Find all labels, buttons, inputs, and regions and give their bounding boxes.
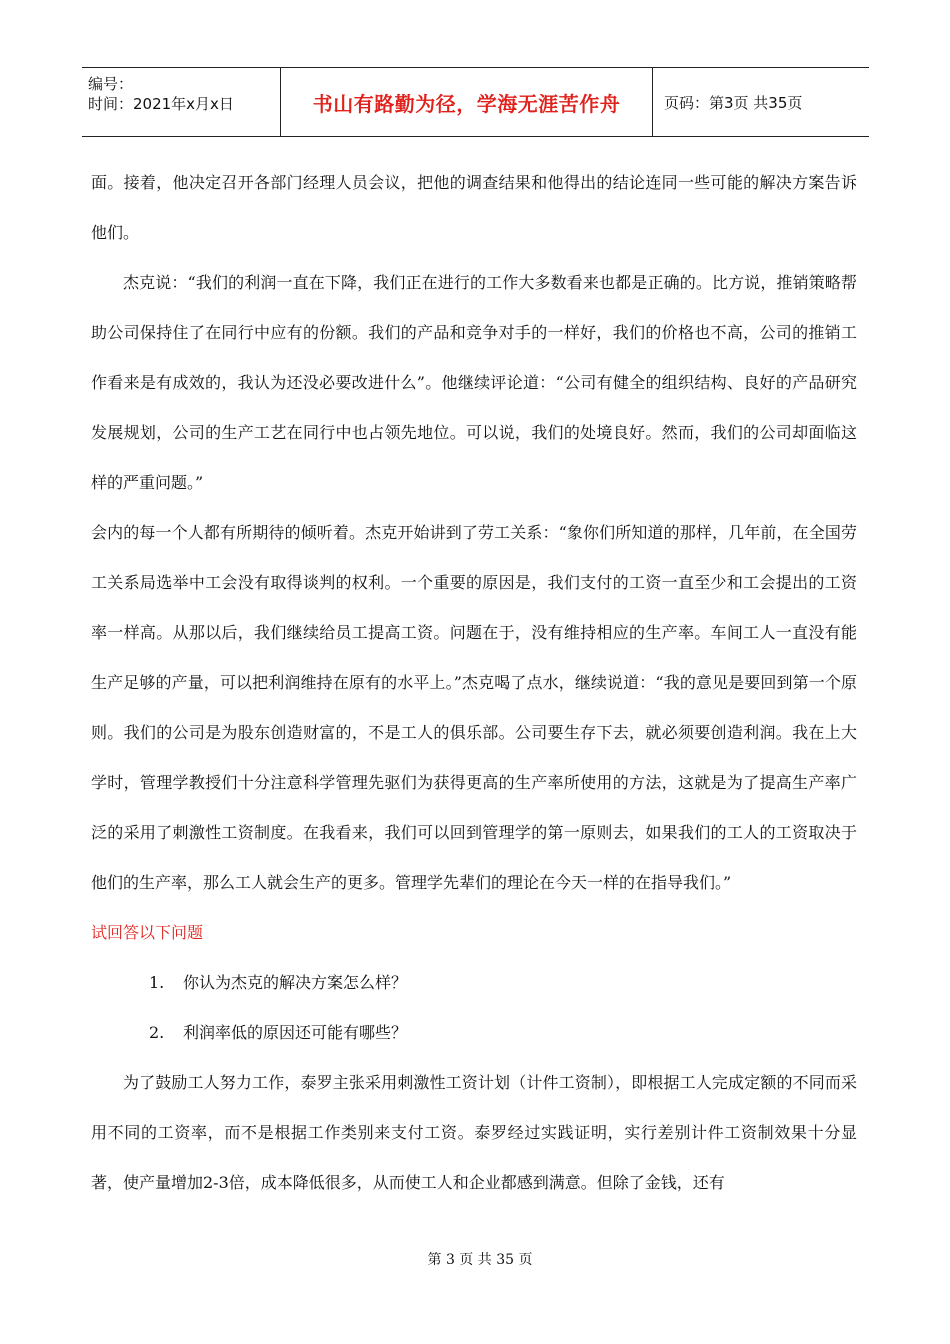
header-meta-cell	[82, 68, 281, 136]
document-header	[82, 67, 869, 137]
time-label: 时间：2021年x月x日	[88, 95, 234, 113]
header-page-info: 页码：第3页 共35页	[664, 93, 803, 112]
question-text: 你认为杰克的解决方案怎么样？	[183, 973, 408, 992]
question-number: 2.	[149, 1023, 165, 1042]
paragraph-3: 会内的每一个人都有所期待的倾听着。杰克开始讲到了劳工关系：“象你们所知道的那样，几年前，在全国劳工关系局选举中工会没有取得谈判的权利。一个重要的原因是，我们支付的工资一直至少和工会提出的工资率一样高。从那以后，我们继续给员工提高工资。问题在于，没有维持相应的生产率。车间工人一直没有能生产足够的产量，可以把利润维持在原有的水平上。”杰克喝了点水，继续说道：“我的意见是要回到第一个原则。我们的公司是为股东创造财富的，不是工人的俱乐部。公司要生存下去，就必须要创造利润。我在上大学时，管理学教授们十分注意科学管理先驱们为获得更高的生产率所使用的方法，这就是为了提高生产率广泛的采用了刺激性工资制度。在我看来，我们可以回到管理学的第一原则去，如果我们的工人的工资取决于他们的生产率，那么工人就会生产的更多。管理学先辈们的理论在今天一样的在指导我们。”	[91, 523, 857, 892]
number-label: 编号：	[88, 75, 134, 93]
header-motto: 书山有路勤为径，学海无涯苦作舟	[281, 68, 653, 136]
paragraph-1: 面。接着，他决定召开各部门经理人员会议，把他的调查结果和他得出的结论连同一些可能的解决方案告诉他们。	[91, 173, 857, 242]
closing-paragraph: 为了鼓励工人努力工作，泰罗主张采用刺激性工资计划（计件工资制），即根据工人完成定额的不同而采用不同的工资率，而不是根据工作类别来支付工资。泰罗经过实践证明，实行差别计件工资制效果十分显著，使产量增加2-3倍，成本降低很多，从而使工人和企业都感到满意。但除了金钱，还有	[91, 1073, 857, 1192]
document-body	[91, 158, 857, 1208]
question-item-1	[91, 958, 857, 1008]
question-number: 1.	[149, 973, 165, 992]
question-text: 利润率低的原因还可能有哪些？	[183, 1023, 408, 1042]
page-footer: 第 3 页 共 35 页	[427, 1252, 533, 1268]
question-item-2	[91, 1008, 857, 1058]
paragraph-2: 杰克说：“我们的利润一直在下降，我们正在进行的工作大多数看来也都是正确的。比方说，推销策略帮助公司保持住了在同行中应有的份额。我们的产品和竞争对手的一样好，我们的价格也不高，公司的推销工作看来是有成效的，我认为还没必要改进什么”。他继续评论道：“公司有健全的组织结构、良好的产品研究发展规划，公司的生产工艺在同行中也占领先地位。可以说，我们的处境良好。然而，我们的公司却面临这样的严重问题。”	[91, 273, 857, 492]
questions-heading: 试回答以下问题	[91, 923, 204, 942]
